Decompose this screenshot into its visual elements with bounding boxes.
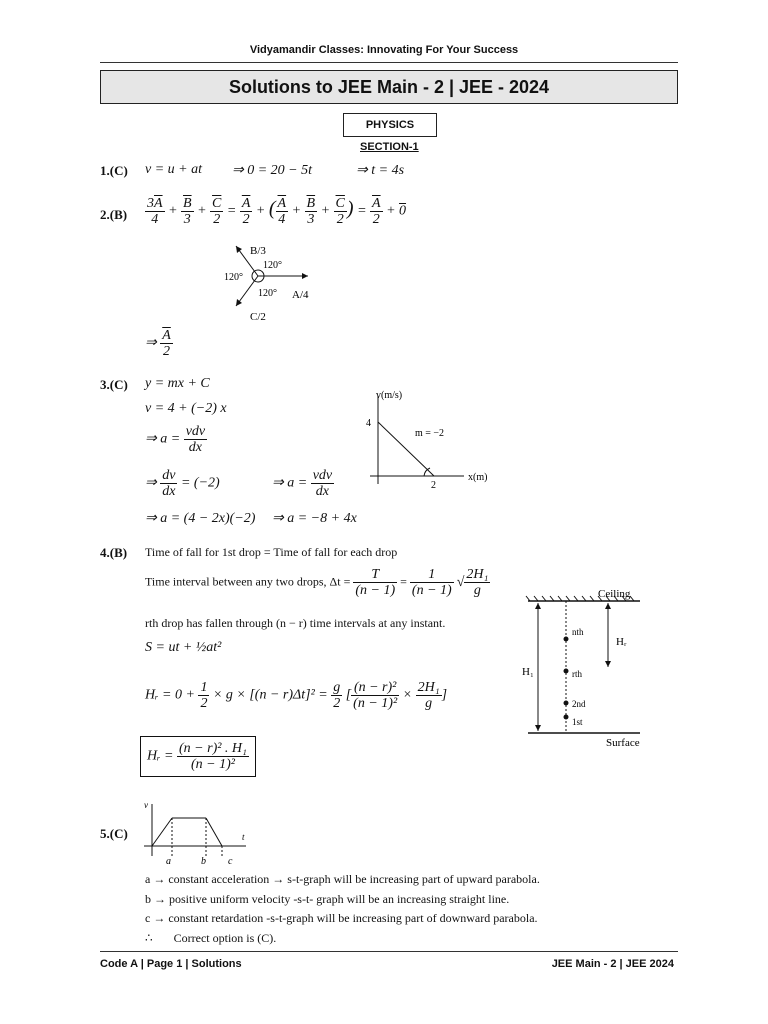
angle-top-label: 120° <box>263 260 282 271</box>
page-title: Solutions to JEE Main - 2 | JEE - 2024 <box>100 70 678 104</box>
footer-right: JEE Main - 2 | JEE 2024 <box>551 958 674 970</box>
q1-number: 1.(C) <box>100 163 128 178</box>
q5-vt-graph <box>140 800 250 870</box>
first-drop-label: 1st <box>572 717 583 727</box>
q5-number: 5.(C) <box>100 826 128 841</box>
q1-eq3: ⇒ t = 4s <box>356 163 405 178</box>
q2-result: ⇒ $\frac{\overline{A}}{2}$ <box>145 328 171 359</box>
footer-divider <box>100 951 678 952</box>
rth-drop-label: rth <box>572 669 582 679</box>
q3-line4a: ⇒ $\frac{dv}{dx}$ = (−2) <box>145 468 220 499</box>
graph-x-tick: 2 <box>431 480 436 488</box>
vector-c2-label: C/2 <box>250 311 266 323</box>
vt-segment-b: b <box>201 856 206 867</box>
q3-number: 3.(C) <box>100 377 128 392</box>
vector-a4-label: A/4 <box>292 289 309 301</box>
angle-left-label: 120° <box>224 272 243 283</box>
q4-number: 4.(B) <box>100 545 128 560</box>
header-divider <box>100 62 678 63</box>
q5-conclusion: ∴ Correct option is (C). <box>145 931 277 945</box>
nth-drop-label: nth <box>572 627 584 637</box>
q1-eq1: v = u + at <box>145 162 202 177</box>
q3-line3: ⇒ a = $\frac{\text{vdv}}{dx}$ <box>145 424 206 455</box>
vt-x-label: t <box>242 832 245 842</box>
implies-arrow: ⇒ <box>145 335 157 351</box>
q4-line4: S = ut + ½at² <box>145 640 222 655</box>
h1-label: H₁ <box>522 666 534 678</box>
q2-number: 2.(B) <box>100 207 128 222</box>
q4-boxed-result: Hᵣ = $\frac{\text{(n − r)² . H₁}}{\text{(n − 1)²}}$ <box>140 736 256 777</box>
q3-slope-value: = (−2) <box>180 475 220 491</box>
ceiling-label: Ceiling <box>598 588 631 600</box>
q4-line5: Hᵣ = 0 + $\frac{1}{2}$ × g × [(n − r)Δt]² = $\frac{g}{2}$ [ $\frac{\text{(n − r)²}}{\text{(n − 1)²}}$ × $\frac{\text{2H₁}}{g}$ ] <box>145 680 448 711</box>
footer-left: Code A | Page 1 | Solutions <box>100 958 242 970</box>
vt-segment-c: c <box>228 856 233 867</box>
page-header: Vidyamandir Classes: Innovating For Your Success <box>249 44 519 56</box>
graph-y-label: v(m/s) <box>376 390 403 401</box>
q5-line-c: c → constant retardation -s-t-graph will be increasing part of downward parabola. <box>145 911 538 925</box>
q4-line2: Time interval between any two drops, Δt = $\frac{T}{(n - 1)}$ = $\frac{1}{(n - 1)}$ √ $\frac{\text{2H₁}}{g}$ <box>145 567 489 599</box>
q4-line1: Time of fall for 1st drop = Time of fall for each drop <box>145 545 398 559</box>
graph-y-tick: 4 <box>366 418 371 429</box>
section-label: SECTION-1 <box>360 141 419 153</box>
vt-segment-a: a <box>166 856 171 867</box>
angle-bottom-label: 120° <box>258 288 277 299</box>
surface-label: Surface <box>606 737 640 749</box>
q5-line-b: b → positive uniform velocity -s-t- graph will be an increasing straight line. <box>145 892 510 906</box>
vector-b3-label: B/3 <box>250 245 266 257</box>
q3-line2: v = 4 + (−2) x <box>145 401 227 416</box>
q4-drops-diagram <box>510 585 660 755</box>
q4-line3: rth drop has fallen through (n − r) time intervals at any instant. <box>145 616 446 630</box>
q3-line5b: ⇒ a = −8 + 4x <box>272 511 357 526</box>
graph-slope-label: m = −2 <box>415 428 445 439</box>
q3-line5a: ⇒ a = (4 − 2x)(−2) <box>145 511 256 526</box>
graph-x-label: x(m) <box>468 472 488 483</box>
vt-y-label: v <box>144 800 148 810</box>
q3-line4b: ⇒ a = $\frac{\text{vdv}}{dx}$ <box>272 468 333 499</box>
second-drop-label: 2nd <box>572 699 586 709</box>
q3-vx-graph <box>360 388 500 488</box>
q2-equation: $\frac{3\overline{A}}{4}$ + $\frac{\overline{B}}{3}$ + $\frac{\overline{C}}{2}$ = $\frac{\overline{A}}{2}$ + ( $\frac{\overline{A}}{4}$ + $\frac{\overline{B}}{3}$ + $\frac{\overline{C}}{2}$ ) = $\frac{\overline{A}}{2}$ + 0 <box>147 196 407 227</box>
q4-line2-text: Time interval between any two drops, Δt = <box>145 574 351 589</box>
subject-label: PHYSICS <box>343 113 437 137</box>
q2-vector-diagram <box>220 238 330 326</box>
q1-eq2: ⇒ 0 = 20 − 5t <box>232 163 313 178</box>
hr-label: Hᵣ <box>616 636 627 648</box>
q3-line1: y = mx + C <box>145 376 210 391</box>
q5-line-a: a → constant acceleration → s-t-graph will be increasing part of upward parabola. <box>145 872 540 886</box>
